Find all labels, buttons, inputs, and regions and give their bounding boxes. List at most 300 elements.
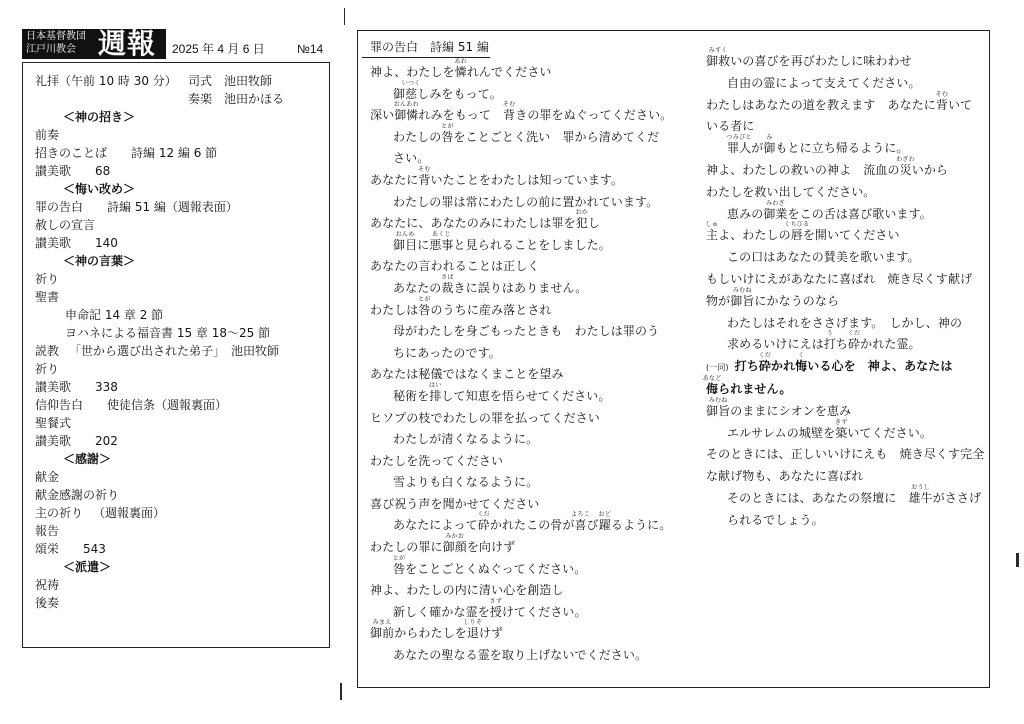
psalm-text: び [586, 518, 599, 533]
order-item-label: 頌栄 [35, 542, 60, 556]
order-item-label: 説教 [35, 344, 60, 358]
furigana: とが [392, 554, 406, 562]
psalm-text: のうちに産み落とされ [430, 302, 552, 317]
ruby-word [489, 597, 503, 619]
order-section-heading: ＜悔い改め＞ [63, 182, 136, 196]
psalm-text: わたしの罪は常にわたしの前に置かれています。 [393, 194, 659, 209]
order-item-label: 祈り [35, 272, 60, 286]
psalm-text: あなたの聖なる霊を取り上げないでください。 [393, 648, 648, 663]
psalm-line [370, 295, 672, 322]
order-item-value: （週報裏面） [93, 506, 166, 520]
ruby-word [847, 330, 861, 352]
ruby-word [705, 221, 719, 243]
order-item-label: 招きのことば [35, 146, 108, 160]
ruby-word [706, 47, 731, 68]
psalm-line [370, 533, 672, 559]
order-item-label: 前奏 [35, 128, 60, 142]
psalm-text: あなたによって [393, 518, 478, 533]
order-item-value: 140 [95, 236, 118, 250]
psalm-text: 求めるいけにえは [727, 337, 824, 352]
ruby-base: 犯 [575, 216, 588, 231]
psalm-text: をことごとくぬぐってください。 [405, 561, 587, 576]
ruby-word [726, 134, 752, 156]
order-item [35, 126, 325, 144]
order-item-label: 讃美歌 [35, 434, 72, 448]
presider-name: 池田牧師 [224, 74, 273, 88]
bulletin-title: 週報 [98, 27, 157, 60]
furigana: みすく [708, 47, 728, 54]
ruby-base: 御顔 [442, 540, 467, 555]
ruby-base: 喜 [574, 518, 587, 533]
furigana: みむね [732, 286, 752, 294]
order-item [35, 594, 325, 612]
psalm-line [370, 209, 672, 235]
order-of-service-box [22, 62, 330, 648]
ruby-word [935, 90, 949, 112]
psalm-line [706, 330, 984, 356]
order-item-preacher: 池田牧師 [231, 344, 280, 358]
order-item [35, 162, 325, 180]
order-item [35, 468, 325, 486]
psalm-text: を開いてください [802, 228, 900, 243]
psalm-text: 深い [370, 108, 395, 123]
psalm-line [370, 343, 672, 365]
psalm-line [706, 247, 984, 269]
order-item-value: 使徒信条（週報裏面） [107, 398, 228, 412]
psalm-text: そのときには、あなたの祭壇に [727, 490, 909, 505]
order-item [35, 432, 325, 450]
psalm-line [370, 619, 672, 645]
order-item [35, 360, 325, 378]
psalm-text: ち [835, 337, 849, 352]
order-item-label: 赦しの宣言 [35, 218, 96, 232]
psalm-line [706, 466, 984, 488]
order-item-label: 祝祷 [35, 578, 60, 592]
ruby-base: 退 [466, 626, 479, 641]
psalm-line [370, 192, 672, 217]
ruby-word [823, 330, 836, 352]
psalm-text: られません。 [718, 381, 792, 396]
order-item [35, 342, 325, 360]
psalm-line [705, 221, 984, 247]
order-item-label: 罪の告白 [35, 200, 84, 214]
psalm-text: けてください。 [501, 604, 587, 619]
ruby-word [502, 101, 516, 123]
psalm-line [706, 352, 984, 379]
ruby-base: 罪人 [727, 141, 752, 156]
ruby-word [908, 483, 933, 505]
ruby-base: 御業 [763, 206, 788, 221]
order-item-value: 543 [83, 542, 106, 556]
psalm-line [706, 313, 984, 338]
furigana: そむ [935, 90, 949, 98]
order-item-value: 「世から選び出された弟子」 [69, 344, 226, 358]
furigana: とが [441, 122, 454, 130]
service-name-time: 礼拝（午前 10 時 30 分） [35, 74, 177, 88]
psalm-text: あなたに、あなたのみにわたしは罪を [370, 216, 576, 231]
ruby-word [429, 381, 442, 403]
psalm-text: わたしを救い出してください。 [706, 184, 876, 199]
furigana: おか [575, 209, 589, 217]
psalm-text: わたしの罪に [370, 540, 443, 555]
psalm-line [370, 101, 673, 127]
ruby-word [370, 619, 395, 641]
psalm-line [370, 381, 672, 408]
furigana: とが [418, 295, 431, 303]
psalm-text: られるでしょう。 [727, 512, 824, 527]
furigana: はい [429, 381, 442, 389]
order-item [35, 198, 325, 216]
psalm-line [370, 256, 672, 278]
ruby-word [784, 221, 810, 243]
psalm-text: が [751, 141, 764, 156]
crop-mark-bottom [340, 683, 342, 700]
psalm-text: わたしは [370, 302, 419, 317]
furigana: きず [834, 418, 848, 426]
psalm-text: あなたは秘儀ではなくまことを望み [370, 367, 564, 382]
order-item [35, 522, 325, 540]
furigana: おんあわ [393, 101, 419, 109]
ruby-base: 雄牛 [908, 490, 933, 505]
ruby-base: 背 [503, 108, 516, 123]
psalm-text: に [417, 237, 430, 252]
confession-column-2 [702, 47, 985, 532]
order-item [35, 270, 325, 288]
furigana: つみびと [726, 134, 752, 142]
ruby-word [834, 418, 848, 440]
confession-title-label: 罪の告白 [370, 40, 419, 54]
psalm-text: この口はあなたの賛美を歌います。 [727, 250, 920, 265]
psalm-text: 母がわたしを身ごもったときも わたしは罪のう [393, 324, 660, 339]
ruby-base: 咎 [441, 129, 454, 144]
ruby-word [401, 79, 421, 101]
furigana: くちびる [784, 221, 810, 229]
psalm-text: いから [911, 162, 949, 177]
ruby-word [418, 165, 431, 187]
psalm-text: 喜び祝う声を聞かせてください [370, 496, 540, 511]
psalm-text: よ、わたしの [718, 228, 791, 243]
furigana: みまえ [372, 619, 392, 627]
ruby-word [429, 230, 454, 252]
order-item-label: 讃美歌 [35, 164, 72, 178]
furigana: そむ [502, 101, 516, 109]
scripture-reading: ヨハネによる福音書 15 章 18～25 節 [65, 326, 271, 340]
psalm-text: わたしはそれをささげます。 しかし、神の [727, 315, 963, 330]
organist-row [35, 90, 325, 108]
ruby-base: 悔 [795, 359, 808, 374]
ruby-base: 砕 [758, 359, 771, 374]
psalm-text: かれ [770, 359, 796, 374]
ruby-word [575, 209, 589, 231]
psalm-text: きに誤りはありません。 [453, 280, 588, 295]
order-item [35, 576, 325, 594]
furigana: いつく [401, 79, 421, 87]
furigana: しゅ [705, 221, 719, 229]
psalm-text: もしいけにえがあなたに喜ばれ 焼き尽くす献げ [706, 271, 973, 286]
psalm-line [706, 510, 984, 532]
furigana: そむ [418, 165, 431, 173]
furigana: わざわ [896, 155, 916, 163]
ruby-word [763, 199, 788, 221]
psalm-text: いの喜びを再びわたしに味わわせ [730, 54, 912, 68]
furigana: しりぞ [463, 619, 483, 627]
order-list [35, 108, 325, 612]
furigana: おうし [911, 483, 931, 491]
psalm-text: しみをもって。 [417, 86, 502, 101]
order-of-service [35, 72, 325, 612]
ruby-word [706, 396, 731, 418]
psalm-line [370, 472, 672, 494]
order-item [35, 486, 325, 504]
ruby-base: 咎 [393, 561, 406, 576]
psalm-text: にかなうのなら [754, 293, 840, 308]
ruby-base: 御救 [706, 54, 731, 68]
furigana: みむね [708, 396, 728, 404]
furigana: み [766, 134, 773, 142]
order-item [35, 414, 325, 432]
ruby-word [441, 273, 454, 295]
order-item-label: 後奏 [35, 596, 60, 610]
ruby-base: 築 [835, 425, 848, 440]
bulletin-date: 2025 年 4 月 6 日 [172, 42, 265, 56]
ruby-base: 咎 [418, 302, 431, 317]
ruby-base: 御憐 [394, 108, 419, 123]
furigana: さば [441, 273, 454, 281]
psalm-text: れみをもって [418, 108, 504, 123]
furigana: さず [489, 597, 503, 605]
confession-column-1 [370, 58, 673, 667]
ruby-word [896, 155, 916, 177]
bulletin-masthead [22, 29, 166, 59]
furigana: あわ [454, 58, 468, 65]
furigana: あくじ [431, 230, 451, 238]
psalm-text: をことごとく洗い 罪から清めてくだ [453, 129, 660, 144]
order-item-label: 讃美歌 [35, 380, 72, 394]
psalm-line [706, 155, 984, 182]
psalm-text: いる者に [706, 119, 755, 134]
psalm-text: かれた霊。 [860, 337, 921, 352]
psalm-line [370, 321, 672, 343]
psalm-line [706, 134, 984, 160]
ruby-base: 侮 [706, 381, 719, 396]
responsive-reading-marker: (一同) [706, 363, 729, 373]
furigana: みかお [445, 533, 465, 541]
ruby-base: 裁 [441, 280, 454, 295]
ruby-word [730, 286, 755, 308]
psalm-line [370, 165, 672, 192]
ruby-base: 授 [489, 604, 502, 619]
psalm-text: もとに立ち帰るように。 [775, 141, 909, 156]
psalm-text: して知恵を悟らせてください。 [441, 388, 611, 403]
psalm-text: 御 [393, 86, 406, 101]
ruby-word [418, 295, 431, 317]
furigana: くだ [758, 352, 772, 360]
ruby-word [477, 511, 491, 533]
psalm-text: あなたの言われることは正しく [370, 259, 540, 274]
psalm-text: かれたこの骨が [489, 518, 575, 533]
psalm-text: 雪よりも白くなるように。 [393, 475, 539, 490]
ruby-base: 慈 [405, 86, 418, 101]
psalm-line [370, 451, 672, 473]
ruby-word [441, 122, 454, 144]
furigana: おんめ [395, 230, 415, 238]
ruby-base: 御目 [393, 237, 418, 252]
furigana: おど [598, 511, 612, 519]
order-item-label: 聖餐式 [35, 416, 72, 430]
furigana: みわざ [765, 199, 785, 207]
order-item-value: 202 [95, 434, 118, 448]
psalm-line [705, 199, 984, 229]
psalm-line [370, 408, 672, 430]
ruby-base: 砕 [477, 518, 490, 533]
furigana: くだ [847, 330, 861, 338]
order-section-heading: ＜神の招き＞ [63, 110, 136, 124]
order-item-label: 献金 [35, 470, 60, 484]
church-name: 江戸川教会 [26, 44, 76, 55]
ruby-word [392, 554, 406, 576]
ruby-word [571, 511, 591, 533]
psalm-text: を向けず [466, 540, 516, 555]
psalm-text: ヒソプの枝でわたしの罪を払ってください [370, 410, 600, 425]
psalm-text: いる心を 神よ、あなたは [807, 359, 953, 374]
psalm-line [370, 148, 672, 170]
furigana: くだ [477, 511, 491, 519]
order-item [35, 504, 325, 522]
ruby-word [393, 101, 419, 123]
order-item-label: 祈り [35, 362, 60, 376]
psalm-line [370, 122, 672, 149]
crop-mark-right [1016, 553, 1019, 567]
psalm-line [706, 47, 984, 73]
psalm-text: けず [478, 626, 504, 641]
ruby-base: 躍 [598, 518, 611, 533]
psalm-text: あなたの [393, 280, 442, 295]
ruby-base: 御旨 [706, 403, 731, 418]
ruby-base: 御前 [370, 626, 395, 641]
psalm-text: あなたに [370, 172, 419, 187]
psalm-text: わたしの [393, 129, 442, 144]
psalm-text: 新しく確かな霊を [393, 604, 490, 619]
ruby-word [454, 58, 468, 79]
psalm-text: と見られることをしました。 [453, 237, 611, 252]
ruby-base: 唇 [790, 228, 803, 243]
psalm-text: 神よ、わたしの内に清い心を創造し [370, 583, 564, 598]
psalm-line [370, 429, 672, 451]
order-section-heading: ＜派遣＞ [63, 560, 112, 574]
order-item [35, 540, 325, 558]
ruby-base: 打 [823, 337, 836, 352]
order-item-value: 338 [95, 380, 118, 394]
psalm-text: 秘術を [393, 388, 430, 403]
bulletin-issue-number: №14 [297, 42, 324, 56]
psalm-line [370, 494, 672, 519]
order-item [35, 378, 325, 396]
psalm-text: れんでください [466, 65, 552, 79]
ruby-base: 背 [935, 97, 949, 112]
ruby-word [702, 374, 722, 396]
furigana: く [798, 352, 805, 360]
organist [188, 90, 284, 108]
ruby-word [393, 230, 418, 252]
ruby-word [442, 533, 467, 555]
church-denomination: 日本基督教団 [26, 31, 86, 42]
order-item-label: 信仰告白 [35, 398, 84, 412]
furigana: う [826, 330, 834, 338]
ruby-base: 災 [899, 162, 912, 177]
furigana: あなど [702, 374, 722, 382]
psalm-text: 打ち [734, 359, 759, 374]
psalm-text: をこの舌は喜び歌います。 [787, 206, 932, 221]
order-item-label: 献金感謝の祈り [35, 488, 120, 502]
order-item-value: 詩編 51 編（週報表面） [107, 200, 238, 214]
psalm-text: いて [948, 97, 973, 112]
ruby-word [758, 352, 772, 374]
confession-title [362, 40, 490, 58]
furigana: よろこ [571, 511, 591, 519]
order-item-label: 聖書 [35, 290, 60, 304]
psalm-text: いたことをわたしは知っています。 [430, 172, 624, 187]
psalm-text: わたしはあなたの道を教えます あなたに [706, 97, 936, 112]
psalm-line [370, 580, 672, 602]
psalm-line [370, 511, 672, 537]
ruby-word [763, 134, 776, 156]
ruby-base: 主 [706, 228, 719, 243]
ruby-base: 背 [418, 172, 431, 187]
confession-title-reference: 詩編 51 編 [430, 40, 489, 54]
psalm-line [370, 230, 672, 257]
ruby-base: 御 [763, 141, 776, 156]
psalm-text: エルサレムの城壁を [727, 425, 836, 440]
order-item [35, 144, 325, 162]
psalm-text: いてください。 [847, 425, 932, 440]
psalm-line [370, 645, 672, 667]
presider [188, 72, 272, 90]
ruby-word [463, 619, 483, 641]
order-section-heading: ＜感謝＞ [63, 452, 112, 466]
psalm-text: きの罪をぬぐってください。 [515, 108, 673, 123]
psalm-line [706, 286, 984, 313]
psalm-text: し [587, 216, 600, 231]
organist-name: 池田かほる [224, 92, 285, 106]
order-item-label: 讃美歌 [35, 236, 72, 250]
order-item [35, 288, 325, 306]
ruby-base: 御旨 [730, 293, 755, 308]
psalm-text: わたしが清くなるように。 [393, 432, 539, 447]
psalm-text: そのときには、正しいいけにえも 焼き尽くす完全 [706, 447, 985, 462]
ruby-base: 排 [429, 388, 442, 403]
psalm-text: のままにシオンを恵み [730, 403, 852, 418]
psalm-line [706, 90, 984, 117]
psalm-line [370, 554, 672, 581]
psalm-line [370, 273, 672, 300]
psalm-text: るように。 [610, 518, 672, 533]
order-item [35, 234, 325, 252]
presider-role: 司式 [188, 74, 213, 88]
psalm-text: な献げ物も、あなたに喜ばれ [706, 469, 864, 484]
psalm-text: 恵みの [727, 206, 764, 221]
psalm-line [370, 364, 672, 386]
psalm-line [370, 597, 672, 627]
organist-role: 奏楽 [188, 92, 213, 106]
psalm-text: ちにあったのです。 [393, 345, 501, 360]
order-item-value: 68 [95, 164, 111, 178]
service-time-row [35, 72, 325, 90]
ruby-base: 砕 [848, 337, 861, 352]
psalm-text: わたしを洗ってください [370, 453, 504, 468]
psalm-text: 神よ、わたしの救いの神よ 流血の [706, 162, 900, 177]
order-item [35, 396, 325, 414]
ruby-word [598, 511, 612, 533]
